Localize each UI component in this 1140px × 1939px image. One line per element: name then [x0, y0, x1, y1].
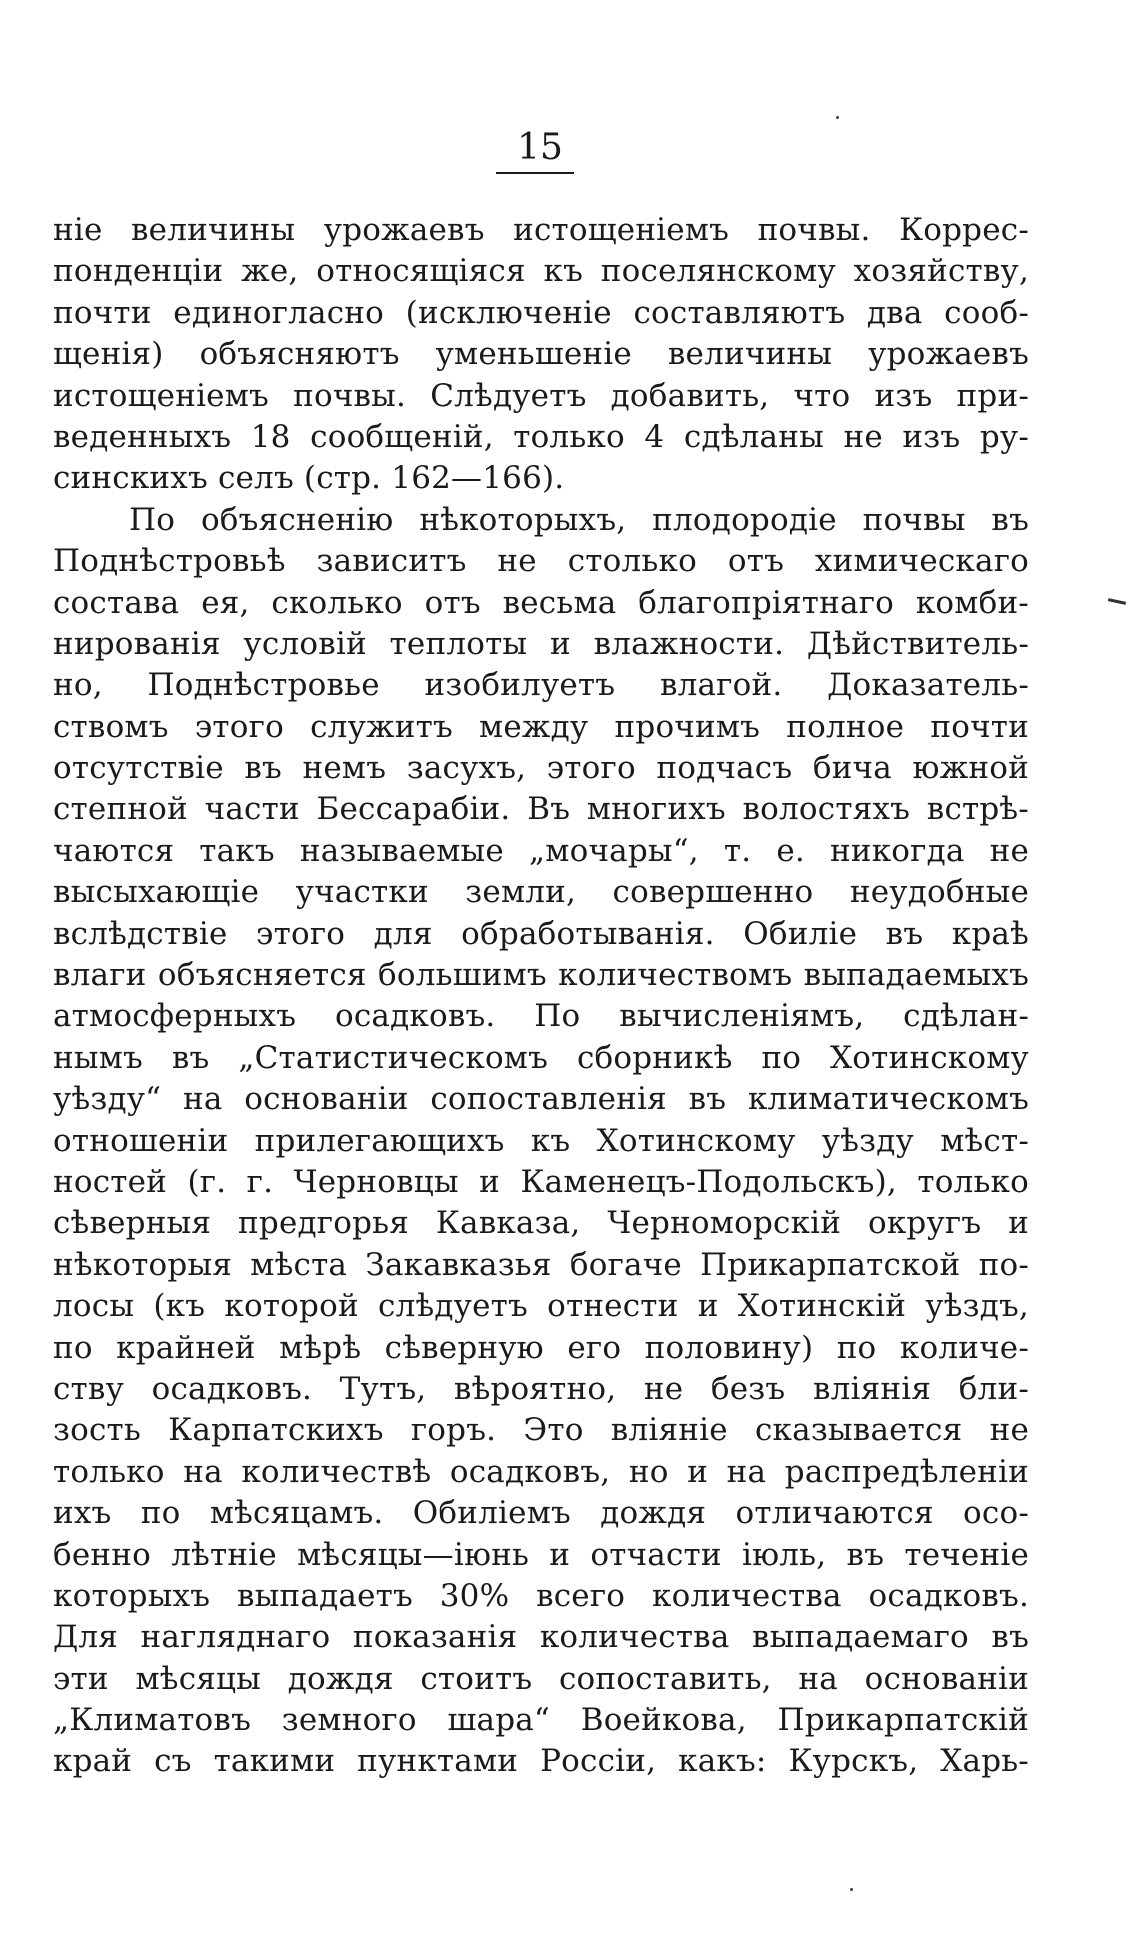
text-line: вслѣдствіе этого для обработыванія. Обиліе въ краѣ	[53, 915, 1029, 952]
text-line: чаются такъ называемые „мочары“, т. е. никогда не	[53, 832, 1029, 869]
text-line: По объясненію нѣкоторыхъ, плодородіе почвы въ	[129, 501, 1029, 538]
body-text	[53, 210, 1029, 1783]
text-line: отношеніи прилегающихъ къ Хотинскому уѣзду мѣст-	[53, 1122, 1029, 1159]
text-line: но, Поднѣстровье изобилуетъ влагой. Доказатель-	[53, 667, 1029, 704]
text-line: влаги объясняется большимъ количествомъ выпадаемыхъ	[53, 957, 1029, 994]
page-number: 15	[517, 127, 563, 168]
text-line: ствомъ этого служитъ между прочимъ полное почти	[53, 708, 1029, 745]
text-line: уѣзду“ на основаніи сопоставленія въ климатическомъ	[53, 1081, 1029, 1118]
text-line: нированія условій теплоты и влажности. Дѣйствитель-	[53, 625, 1029, 662]
text-line: зость Карпатскихъ горъ. Это вліяніе сказывается не	[53, 1412, 1029, 1449]
text-line: край съ такими пунктами Россіи, какъ: Курскъ, Харь-	[53, 1743, 1029, 1780]
margin-mark	[1108, 598, 1126, 605]
text-line: нымъ въ „Статистическомъ сборникѣ по Хотинскому	[53, 1039, 1029, 1076]
text-line: по крайней мѣрѣ сѣверную его половину) по количе-	[53, 1329, 1029, 1366]
text-line: эти мѣсяцы дождя стоитъ сопоставить, на основаніи	[53, 1660, 1029, 1697]
text-line: лосы (къ которой слѣдуетъ отнести и Хотинскій уѣздъ,	[53, 1288, 1029, 1325]
text-line: ностей (г. г. Черновцы и Каменецъ-Подольскъ), только	[53, 1163, 1029, 1200]
text-line: ству осадковъ. Тутъ, вѣроятно, не безъ вліянія бли-	[53, 1370, 1029, 1407]
paragraph	[53, 210, 1029, 500]
text-line: только на количествѣ осадковъ, но и на распредѣленіи	[53, 1453, 1029, 1490]
text-line: почти единогласно (исключеніе составляютъ два сооб-	[53, 294, 1029, 331]
speck	[836, 116, 839, 119]
text-line: высыхающіе участки земли, совершенно неудобные	[53, 874, 1029, 911]
text-line: которыхъ выпадаетъ 30% всего количества осадковъ.	[53, 1577, 1029, 1614]
speck	[850, 1888, 853, 1891]
text-line: „Климатовъ земного шара“ Воейкова, Прикарпатскій	[53, 1702, 1029, 1739]
text-line: ихъ по мѣсяцамъ. Обиліемъ дождя отличаются осо-	[53, 1495, 1029, 1532]
page-number-underline	[496, 172, 574, 174]
paragraph	[53, 500, 1029, 1783]
text-line: щенія) объясняютъ уменьшеніе величины урожаевъ	[53, 336, 1029, 373]
text-line: понденціи же, относящіяся къ поселянскому хозяйству,	[53, 253, 1029, 290]
text-line: бенно лѣтніе мѣсяцы—іюнь и отчасти іюль, въ теченіе	[53, 1536, 1029, 1573]
text-line: атмосферныхъ осадковъ. По вычисленіямъ, сдѣлан-	[53, 998, 1029, 1035]
text-line: сѣверныя предгорья Кавказа, Черноморскій округъ и	[53, 1205, 1029, 1242]
text-line: ніе величины урожаевъ истощеніемъ почвы. Коррес-	[53, 212, 1029, 248]
text-line: истощеніемъ почвы. Слѣдуетъ добавить, что изъ при-	[53, 377, 1029, 414]
text-line: веденныхъ 18 сообщеній, только 4 сдѣланы не изъ ру-	[53, 418, 1029, 455]
text-line: нѣкоторыя мѣста Закавказья богаче Прикарпатской по-	[53, 1246, 1029, 1283]
text-line: степной части Бессарабіи. Въ многихъ волостяхъ встрѣ-	[53, 791, 1029, 828]
text-line: Для нагляднаго показанія количества выпадаемаго въ	[53, 1619, 1029, 1656]
text-line: отсутствіе въ немъ засухъ, этого подчасъ бича южной	[53, 750, 1029, 787]
text-line: синскихъ селъ (стр. 162—166).	[53, 460, 565, 497]
text-line: Поднѣстровьѣ зависитъ не столько отъ химическаго	[53, 543, 1029, 580]
text-line: состава ея, сколько отъ весьма благопріятнаго комби-	[53, 584, 1029, 621]
